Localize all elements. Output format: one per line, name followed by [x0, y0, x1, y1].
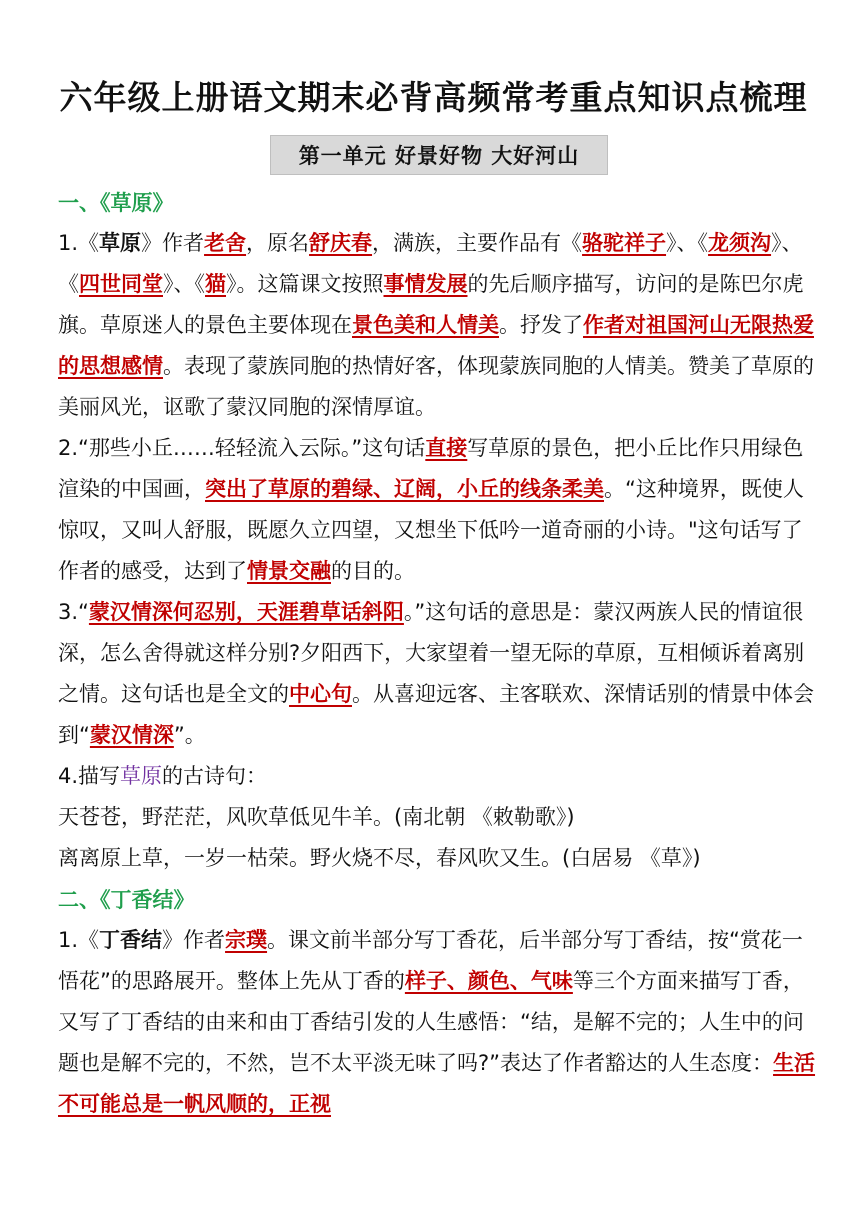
text: 。从喜迎远客、主客联欢、深情话别的情景中体会到“	[58, 682, 814, 747]
text: 1.《	[58, 231, 100, 255]
key-point: 蒙汉情深	[89, 723, 174, 747]
text: ”。	[173, 723, 206, 747]
paragraph-dingxiangjie-1	[58, 920, 818, 1125]
key-point: 宗璞	[225, 928, 268, 952]
text: 3.“	[58, 600, 89, 624]
paragraph-caoyuan-4	[58, 756, 818, 797]
key-point: 情景交融	[247, 559, 331, 583]
poem-line-2: 离离原上草，一岁一枯荣。野火烧不尽，春风吹又生。(白居易 《草》)	[58, 846, 701, 870]
text: 》、《	[58, 231, 803, 296]
highlight-text: 草原	[120, 764, 163, 788]
key-point: 舒庆春	[309, 231, 373, 255]
text: 等三个方面来描写丁香，又写了丁香结的由来和由丁香结引发的人生感悟：“结，是解不完的；人生中的问题也是解不完的，不然，岂不太平淡无味了吗?”表达了作者豁达的人生态度：	[58, 969, 804, 1075]
paragraph-caoyuan-3	[58, 592, 818, 756]
text: 2.“那些小丘……轻轻流入云际。”这句话	[58, 436, 426, 460]
key-point: 作者对祖国河山无限热爱的思想感情	[58, 313, 814, 378]
key-point: 突出了草原的碧绿、辽阔，小丘的线条柔美	[205, 477, 604, 501]
text: 的目的。	[331, 559, 415, 583]
key-point: 事情发展	[383, 272, 468, 296]
poem-line-1: 天苍苍，野茫茫，风吹草低见牛羊。(南北朝 《敕勒歌》)	[58, 805, 575, 829]
section-heading-dingxiangjie: 二、《丁香结》	[58, 887, 195, 912]
bold-text: 草原	[99, 231, 142, 255]
key-point: 四世同堂	[79, 272, 163, 296]
text: 的古诗句：	[162, 764, 268, 788]
text: 》作者	[141, 231, 205, 255]
text: 写草原的景色，把小丘比作只用绿色渲染的中国画，	[58, 436, 804, 501]
paragraph-caoyuan-1	[58, 223, 818, 428]
text: ，满族，主要作品有《	[372, 231, 583, 255]
text: 。表现了蒙族同胞的热情好客，体现蒙族同胞的人情美。赞美了草原的美丽风光，讴歌了蒙汉同胞的深情厚谊。	[58, 354, 814, 419]
key-point: 直接	[425, 436, 468, 460]
section-heading-caoyuan: 一、《草原》	[58, 190, 174, 215]
text: 1.《	[58, 928, 100, 952]
key-point: 景色美和人情美	[352, 313, 499, 337]
unit-title: 第一单元 好景好物 大好河山	[298, 143, 580, 168]
key-point: 蒙汉情深何忍别，天涯碧草话斜阳	[88, 600, 404, 624]
paragraph-caoyuan-2	[58, 428, 818, 592]
text: ，原名	[246, 231, 310, 255]
key-point: 龙须沟	[708, 231, 772, 255]
text: 》、《	[163, 272, 205, 296]
key-point: 样子、颜色、气味	[404, 969, 573, 993]
bold-text: 丁香结	[99, 928, 163, 952]
text: 。课文前半部分写丁香花，后半部分写丁香结，按“赏花一悟花”的思路展开。整体上先从丁香的	[58, 928, 803, 993]
key-point: 中心句	[289, 682, 352, 706]
text: 》。这篇课文按照	[226, 272, 384, 296]
key-point: 骆驼祥子	[582, 231, 667, 255]
text: 》、《	[666, 231, 709, 255]
text: 4.描写	[58, 764, 121, 788]
text: 。”这句话的意思是：蒙汉两族人民的情谊很深，怎么舍得就这样分别?夕阳西下，大家望着一望无际的草原，互相倾诉着离别之情。这句话也是全文的	[58, 600, 805, 706]
unit-title-box	[270, 135, 608, 175]
content-body	[58, 182, 818, 1125]
key-point: 生活不可能总是一帆风顺的，正视	[58, 1051, 816, 1116]
page-title: 六年级上册语文期末必背高频常考重点知识点梳理	[59, 78, 808, 117]
text: 的先后顺序描写，访问的是陈巴尔虎旗。草原迷人的景色主要体现在	[58, 272, 804, 337]
text: 。抒发了	[499, 313, 583, 337]
key-point: 老舍	[204, 231, 247, 255]
key-point: 猫	[205, 272, 226, 296]
text: 》作者	[162, 928, 226, 952]
text: 。“这种境界，既使人惊叹，又叫人舒服，既愿久立四望，又想坐下低吟一道奇丽的小诗。"这句话写了作者的感受，达到了	[58, 477, 804, 583]
